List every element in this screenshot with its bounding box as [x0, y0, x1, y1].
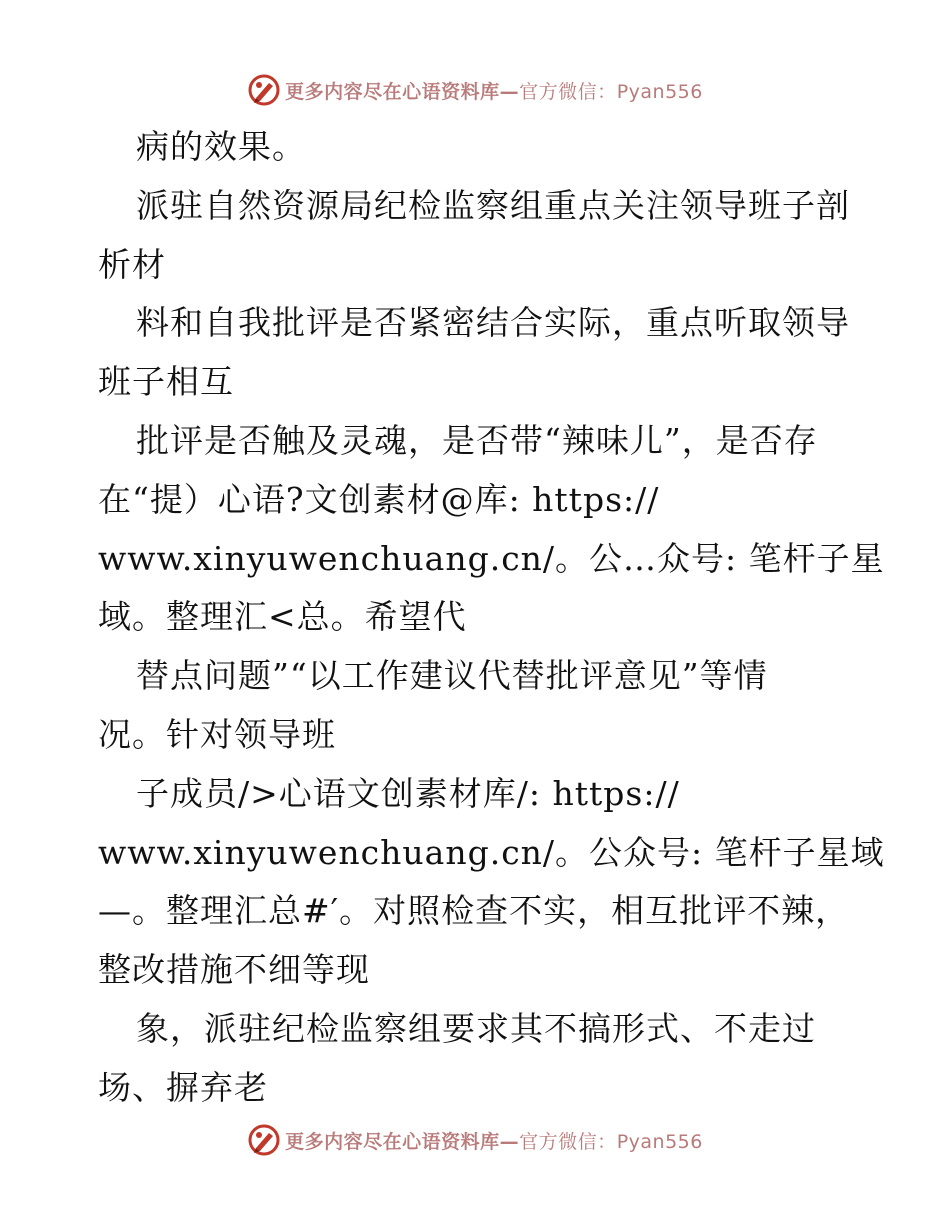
text-line: www.xinyuwenchuang.cn/。公…众号: 笔杆子星: [98, 538, 885, 578]
text-line: 子成员/>心语文创素材库/: https://: [136, 773, 680, 813]
pen-logo-icon: [247, 73, 281, 107]
text-line: www.xinyuwenchuang.cn/。公众号: 笔杆子星域: [98, 832, 885, 872]
document-body: [98, 118, 885, 1118]
text-line: 场、摒弃老: [98, 1067, 268, 1107]
text-line: 象，派驻纪检监察组要求其不搞形式、不走过: [136, 1008, 816, 1048]
text-line: 病的效果。: [136, 127, 306, 166]
banner-text: [285, 77, 703, 104]
text-line: 整改措施不细等现: [98, 950, 370, 990]
pen-logo-icon: [247, 1123, 281, 1157]
banner-main-text: 更多内容尽在心语资料库: [285, 1130, 500, 1153]
banner-dash: —: [499, 1130, 520, 1153]
text-line: 派驻自然资源局纪检监察组重点关注领导班子剖: [136, 185, 850, 225]
text-line: —。整理汇总#′。对照检查不实，相互批评不辣，: [98, 891, 850, 931]
banner-main-text: 更多内容尽在心语资料库: [285, 80, 500, 103]
text-line: 析材: [98, 244, 166, 284]
banner-wechat-id: Pyan556: [616, 80, 703, 103]
text-line: 批评是否触及灵魂，是否带“辣味儿”，是否存: [136, 420, 818, 460]
banner-wechat-label: 官方微信：: [519, 80, 617, 103]
text-line: 班子相互: [98, 362, 234, 402]
text-line: 况。针对领导班: [98, 714, 336, 754]
banner-text: [285, 1127, 703, 1154]
banner-wechat-label: 官方微信：: [519, 1130, 617, 1153]
text-line: 域。整理汇<总。希望代: [98, 597, 467, 637]
banner-wechat-id: Pyan556: [616, 1130, 703, 1153]
banner-dash: —: [499, 80, 520, 103]
header-banner: [0, 70, 950, 110]
text-line: 料和自我批评是否紧密结合实际，重点听取领导: [136, 303, 850, 343]
text-line: 在“提）心语?文创素材@库: https://: [98, 479, 660, 519]
footer-banner: [0, 1120, 950, 1160]
text-line: 替点问题”“以工作建议代替批评意见”等情: [136, 656, 768, 696]
